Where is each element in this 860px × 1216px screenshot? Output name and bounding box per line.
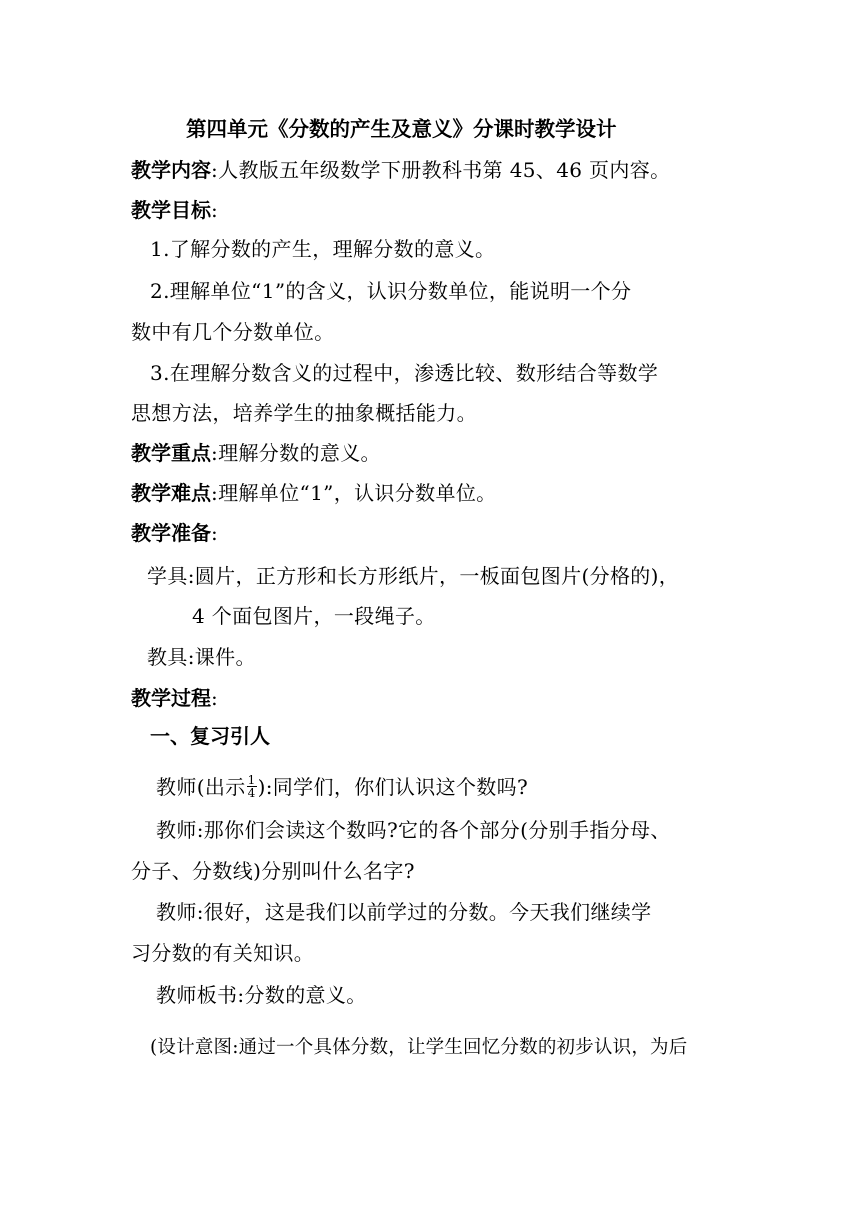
process-sep: : (211, 686, 219, 710)
difficulty-sep: : (211, 481, 219, 505)
teaching-goals-label: 教学目标 (131, 198, 211, 222)
key-point-row (131, 439, 381, 467)
section-1-paragraph-3-line-2: 习分数的有关知识。 (131, 941, 315, 965)
preparation-label: 教学准备 (131, 521, 211, 545)
difficulty-label: 教学难点 (131, 481, 211, 505)
student-materials-line-1: 学具:圆片，正方形和长方形纸片，一板面包图片(分格的)， (147, 564, 680, 588)
preparation-sep: : (211, 521, 219, 545)
student-materials-line-2: 4 个面包图片，一段绳子。 (192, 604, 436, 628)
process-heading (131, 684, 218, 712)
preparation-heading (131, 519, 218, 547)
teacher-materials-line: 教具:课件。 (147, 645, 256, 669)
teaching-goals-heading (131, 196, 218, 224)
goal-item-3-line-1: 3.在理解分数含义的过程中，渗透比较、数形结合等数学 (150, 361, 659, 385)
fraction-numerator: 1 (247, 773, 256, 787)
teaching-content-text: 人教版五年级数学下册教科书第 45、46 页内容。 (218, 158, 671, 182)
teaching-goals-sep: : (211, 198, 219, 222)
goal-item-2-line-1: 2.理解单位“1”的含义，认识分数单位，能说明一个分 (150, 279, 632, 303)
goal-item-3-line-2: 思想方法，培养学生的抽象概括能力。 (131, 401, 477, 425)
section-1-paragraph-4: 教师板书:分数的意义。 (156, 983, 367, 1007)
teaching-content-sep: : (211, 158, 219, 182)
section-1-paragraph-2-line-1: 教师:那你们会读这个数吗?它的各个部分(分别手指分母、 (156, 818, 671, 842)
process-label: 教学过程 (131, 686, 211, 710)
document-title: 第四单元《分数的产生及意义》分课时教学设计 (186, 117, 617, 141)
teaching-content-row (131, 156, 670, 184)
goal-item-1: 1.了解分数的产生，理解分数的意义。 (150, 237, 496, 261)
key-point-label: 教学重点 (131, 441, 211, 465)
section-1-paragraph-2-line-2: 分子、分数线)分别叫什么名字? (131, 859, 415, 883)
difficulty-text: 理解单位“1”，认识分数单位。 (218, 481, 497, 505)
design-intent-note: (设计意图:通过一个具体分数，让学生回忆分数的初步认识，为后 (150, 1037, 688, 1058)
section-1-paragraph-3-line-1: 教师:很好，这是我们以前学过的分数。今天我们继续学 (156, 900, 652, 924)
goal-item-2-line-2: 数中有几个分数单位。 (131, 320, 335, 344)
paragraph-1-prefix: 教师(出示 (156, 775, 246, 799)
paragraph-1-suffix: ):同学们，你们认识这个数吗? (257, 775, 529, 799)
key-point-sep: : (211, 441, 219, 465)
section-1-paragraph-1 (156, 773, 528, 801)
key-point-text: 理解分数的意义。 (218, 441, 381, 465)
teaching-content-label: 教学内容 (131, 158, 211, 182)
difficulty-row (131, 479, 497, 507)
fraction-denominator: 4 (247, 786, 256, 800)
fraction-one-quarter (247, 774, 257, 799)
section-1-heading: 一、复习引人 (150, 724, 270, 748)
